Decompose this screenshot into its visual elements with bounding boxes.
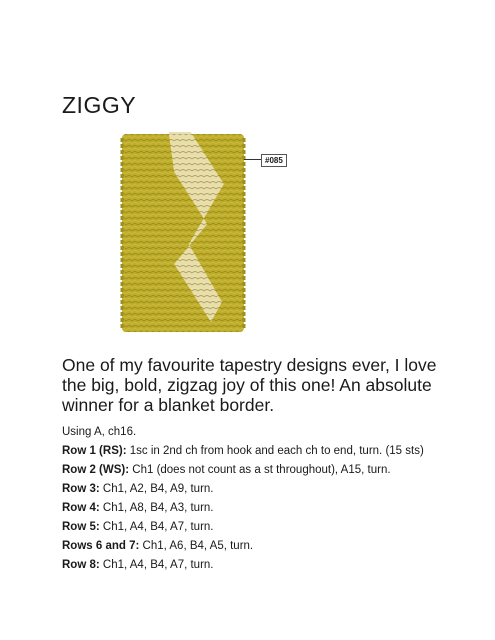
pattern-row-label: Row 2 (WS): [62,464,130,476]
pattern-row [62,520,442,534]
pattern-row-text: Ch1, A8, B4, A3, turn. [99,502,214,514]
pattern-row-text: Ch1, A4, B4, A7, turn. [99,521,214,533]
pattern-row-label: Row 8: [62,559,100,571]
pattern-row-text: Ch1, A6, B4, A5, turn. [139,540,254,552]
pattern-row [62,482,442,496]
label-leader-line [244,159,261,160]
pattern-setup: Using A, ch16. [62,426,137,438]
swatch-number-badge: #085 [261,154,287,167]
pattern-row-label: Rows 6 and 7: [62,540,140,552]
pattern-row-text: Ch1, A4, B4, A7, turn. [99,559,214,571]
zigzag-swatch-graphic [120,132,246,334]
pattern-row [62,558,442,572]
pattern-row-label: Row 1 (RS): [62,445,127,457]
pattern-row-text: Ch1, A2, B4, A9, turn. [99,483,214,495]
pattern-row [62,463,442,477]
page-title: ZIGGY [62,92,137,118]
intro-paragraph: One of my favourite tapestry designs ever, I love the big, bold, zigzag joy of this one! An absolute winner for a blanket border. [62,355,437,415]
pattern-row-text: 1sc in 2nd ch from hook and each ch to end, turn. (15 sts) [126,445,424,457]
pattern-row [62,539,442,553]
pattern-row-label: Row 5: [62,521,100,533]
pattern-row [62,444,442,458]
pattern-row [62,501,442,515]
pattern-rows [62,444,442,572]
pattern-row-text: Ch1 (does not count as a st throughout), A15, turn. [129,464,391,476]
pattern-row-label: Row 3: [62,483,100,495]
pattern-instructions [62,425,442,577]
pattern-row-label: Row 4: [62,502,100,514]
crochet-swatch-image [120,132,246,334]
